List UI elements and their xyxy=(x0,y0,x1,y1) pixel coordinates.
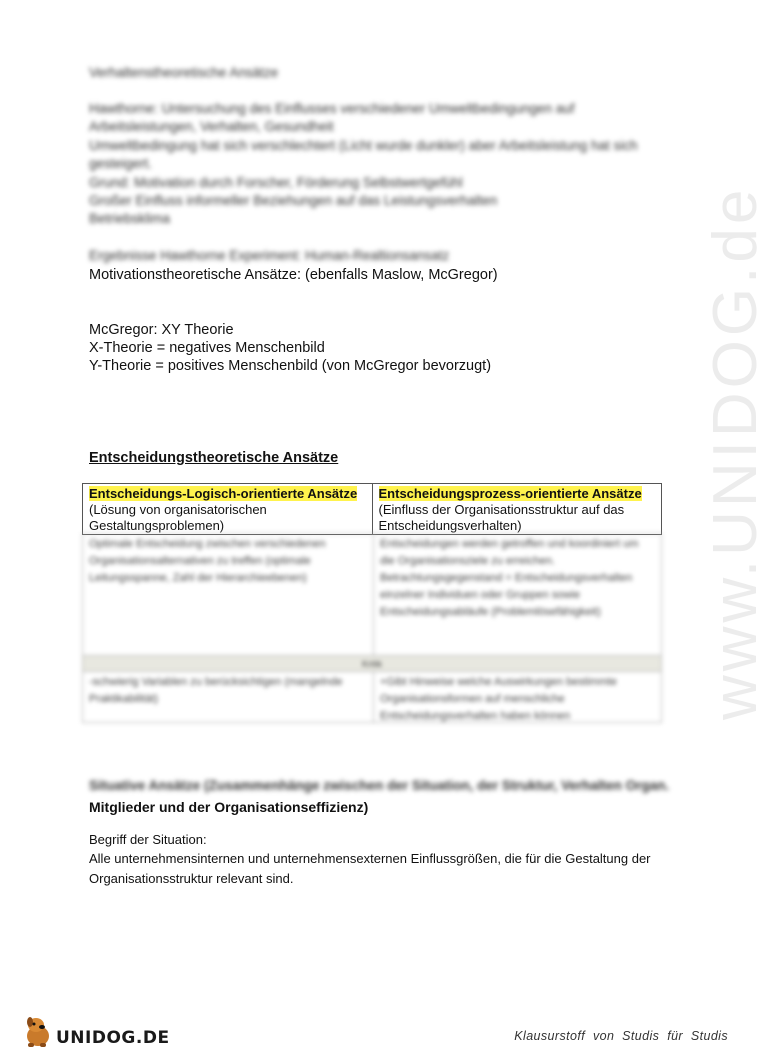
blurred-line: Umweltbedingung hat sich verschlechtert (Licht wurde dunkler) aber Arbeitsleistung hat sich xyxy=(89,138,638,153)
blurred-cell: Entscheidungen werden getroffen und koordiniert um die Organisationsziele zu erreichen. Betrachtungsgegenstand = Entscheidungsverhalten einzelner Individuen oder Gruppen sowie Entscheidungsabläufe (Problemlösefähigkeit) xyxy=(373,533,662,656)
blurred-table-body xyxy=(82,533,662,723)
blurred-line: Hawthorne: Untersuchung des Einflusses verschiedener Umweltbedingungen auf xyxy=(89,101,575,116)
blurred-line: Betriebsklima xyxy=(89,211,171,226)
decision-heading: Entscheidungstheoretische Ansätze xyxy=(89,450,339,466)
blurred-line: Grund: Motivation durch Forscher, Förderung Selbstwertgefühl xyxy=(89,175,463,190)
situative-heading: Mitglieder und der Organisationseffizienz) xyxy=(89,799,369,815)
blurred-line: Großer Einfluss informeller Beziehungen auf das Leistungsverhalten xyxy=(89,193,498,208)
footer-tagline: Klausurstoff von Studis für Studis xyxy=(514,1029,728,1043)
begriff-label: Begriff der Situation: xyxy=(89,832,207,847)
table-col1-header xyxy=(83,484,373,535)
blurred-cell: +Gibt Hinweise welche Auswirkungen bestimmte Organisationsformen auf menschliche Entscheidungsverhalten haben können xyxy=(373,671,662,723)
blurred-cell: Optimale Entscheidung zwischen verschiedenen Organisationsalternativen zu treffen (optimale Leitungsspanne, Zahl der Hierarchieebenen) xyxy=(82,533,374,656)
dog-icon xyxy=(22,1014,54,1048)
table-col2-header xyxy=(372,484,662,535)
blurred-heading: Verhaltenstheoretische Ansätze xyxy=(89,65,279,80)
col1-subtitle: (Lösung von organisatorischen Gestaltungsproblemen) xyxy=(89,502,267,533)
col2-subtitle: (Einfluss der Organisationsstruktur auf das Entscheidungsverhalten) xyxy=(378,502,625,533)
watermark: www.UNIDOG.de xyxy=(701,185,770,720)
mcgregor-y: Y-Theorie = positives Menschenbild (von McGregor bevorzugt) xyxy=(89,358,492,374)
blurred-cell: -schwierig Variablen zu berücksichtigen (mangelnde Praktikabilität) xyxy=(82,671,374,723)
col1-title: Entscheidungs-Logisch-orientierte Ansätze xyxy=(89,486,358,501)
col2-title: Entscheidungsprozess-orientierte Ansätze xyxy=(378,486,642,501)
blurred-result: Ergebnisse Hawthorne Experiment: Human-Realtionsansatz xyxy=(89,248,450,263)
blurred-line: gesteigert. xyxy=(89,156,153,171)
unidog-logo xyxy=(22,1014,170,1048)
mcgregor-x: X-Theorie = negatives Menschenbild xyxy=(89,340,325,356)
mcgregor-title: McGregor: XY Theorie xyxy=(89,322,234,338)
motivation-line: Motivationstheoretische Ansätze: (ebenfalls Maslow, McGregor) xyxy=(89,267,498,283)
blurred-situative-heading: Situative Ansätze (Zusammenhänge zwischen der Situation, der Struktur, Verhalten Organ. xyxy=(89,778,670,793)
blurred-line: Arbeitsleistungen, Verhalten, Gesundheit xyxy=(89,119,334,134)
decision-table xyxy=(82,483,662,535)
definition-line: Organisationsstruktur relevant sind. xyxy=(89,871,294,886)
kritik-row: Kritik xyxy=(82,655,662,672)
definition-line: Alle unternehmensinternen und unternehmensexternen Einflussgrößen, die für die Gestaltung der xyxy=(89,851,651,866)
logo-text: UNIDOG.DE xyxy=(56,1028,170,1048)
